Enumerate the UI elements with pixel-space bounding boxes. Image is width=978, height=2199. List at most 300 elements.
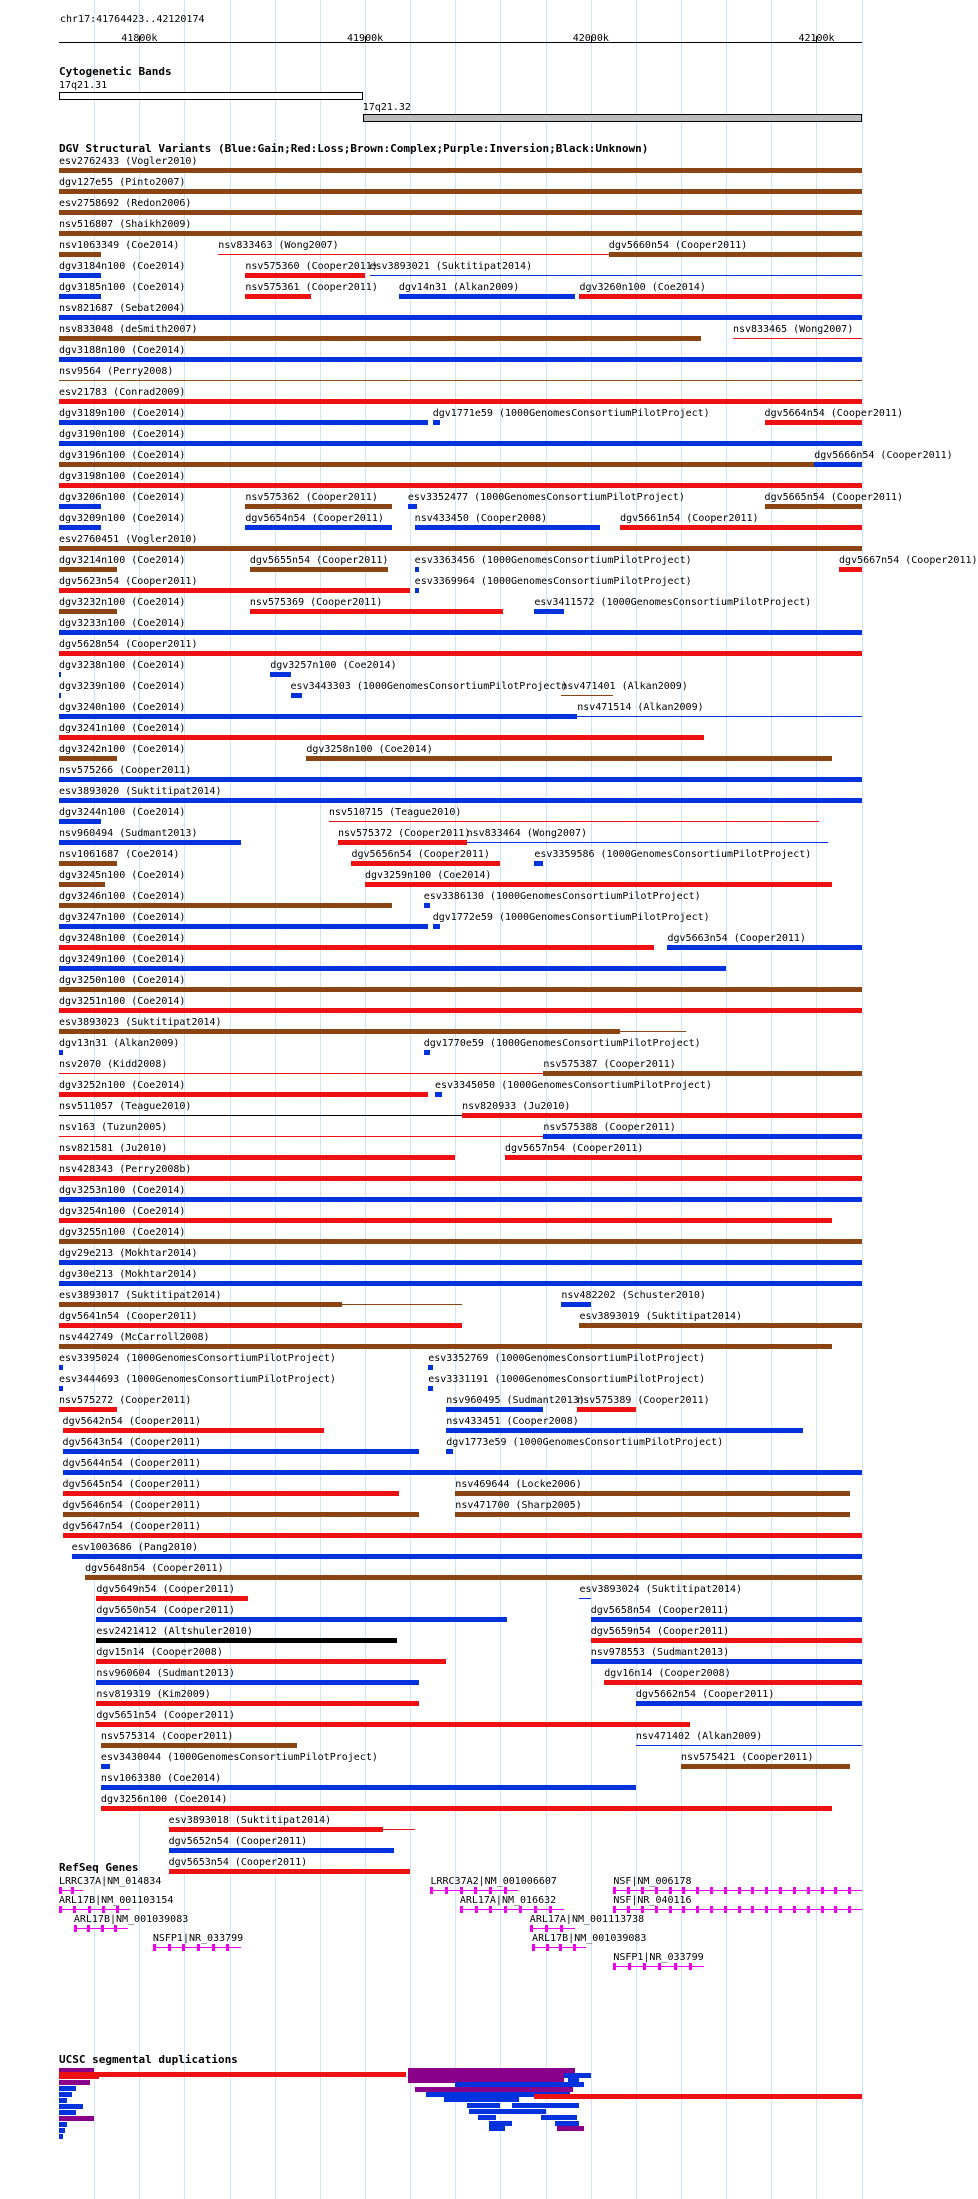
gene-exon (724, 1887, 727, 1894)
sv-feature[interactable] (59, 483, 862, 488)
sv-feature[interactable] (101, 1764, 110, 1769)
sv-label: dgv3238n100 (Coe2014) (59, 660, 186, 671)
sv-label: dgv3184n100 (Coe2014) (59, 261, 186, 272)
sv-feature[interactable] (636, 1745, 862, 1746)
sv-label: dgv3185n100 (Coe2014) (59, 282, 186, 293)
sv-feature[interactable] (446, 1407, 543, 1412)
sv-feature[interactable] (101, 1743, 297, 1748)
sv-label: nsv433450 (Cooper2008) (414, 513, 548, 524)
sv-feature[interactable] (101, 1806, 832, 1811)
sv-label: dgv3259n100 (Coe2014) (365, 870, 492, 881)
gene-label: NSF|NM_006178 (613, 1876, 692, 1887)
sv-label: nsv442749 (McCarroll2008) (59, 1332, 210, 1343)
sv-feature[interactable] (399, 294, 575, 299)
sv-feature[interactable] (636, 1701, 862, 1706)
gene-exon (779, 1906, 782, 1913)
gene-label: LRRC37A|NM_014834 (59, 1876, 162, 1887)
gene-exon (738, 1906, 741, 1913)
sv-feature[interactable] (446, 1428, 803, 1433)
sv-feature[interactable] (59, 672, 61, 677)
gene-exon (489, 1887, 492, 1894)
segdup-block[interactable] (59, 2110, 76, 2115)
segdup-block[interactable] (568, 2078, 579, 2083)
sv-label: dgv3249n100 (Coe2014) (59, 954, 186, 965)
sv-label: dgv3241n100 (Coe2014) (59, 723, 186, 734)
sv-feature[interactable] (467, 842, 828, 843)
cytoband-block[interactable] (363, 114, 862, 122)
sv-feature[interactable] (245, 525, 392, 530)
sv-feature[interactable] (383, 1829, 415, 1830)
gene-exon (669, 1906, 672, 1913)
sv-feature[interactable] (59, 567, 117, 572)
sv-feature[interactable] (543, 1071, 862, 1076)
gene-exon (226, 1944, 229, 1951)
gene-exon (87, 1925, 90, 1932)
sv-feature[interactable] (59, 504, 101, 509)
sv-feature[interactable] (63, 1512, 420, 1517)
sv-label: esv3893017 (Suktitipat2014) (59, 1290, 222, 1301)
sv-feature[interactable] (59, 1029, 620, 1034)
sv-label: nsv1063380 (Coe2014) (100, 1773, 222, 1784)
sv-feature[interactable] (59, 1386, 63, 1391)
sv-label: esv3443303 (1000GenomesConsortiumPilotProject) (290, 681, 568, 692)
sv-feature[interactable] (667, 945, 862, 950)
gene-exon (101, 1925, 104, 1932)
sv-feature[interactable] (59, 1239, 862, 1244)
sv-feature[interactable] (435, 1092, 442, 1097)
sv-feature[interactable] (59, 189, 862, 194)
segdup-block[interactable] (478, 2115, 496, 2120)
segdup-block[interactable] (444, 2097, 518, 2102)
sv-feature[interactable] (291, 693, 302, 698)
sv-label: nsv575266 (Cooper2011) (59, 765, 192, 776)
sv-feature[interactable] (59, 924, 428, 929)
segdup-block[interactable] (59, 2116, 94, 2121)
gene-label: ARL17B|NM_001039083 (73, 1914, 189, 1925)
sv-label: dgv3246n100 (Coe2014) (59, 891, 186, 902)
sv-label: nsv575360 (Cooper2011) (245, 261, 378, 272)
sv-feature[interactable] (250, 567, 388, 572)
sv-label: nsv511057 (Teague2010) (59, 1101, 192, 1112)
sv-feature[interactable] (561, 1302, 590, 1307)
sv-feature[interactable] (765, 504, 862, 509)
sv-feature[interactable] (59, 609, 117, 614)
sv-feature[interactable] (63, 1449, 420, 1454)
sv-label: dgv3260n100 (Coe2014) (579, 282, 706, 293)
sv-feature[interactable] (591, 1659, 862, 1664)
sv-label: dgv3209n100 (Coe2014) (59, 513, 186, 524)
sv-feature[interactable] (59, 1008, 862, 1013)
sv-label: dgv3190n100 (Coe2014) (59, 429, 186, 440)
sv-feature[interactable] (169, 1869, 411, 1874)
gene-exon (682, 1906, 685, 1913)
sv-feature[interactable] (59, 525, 101, 530)
sv-feature[interactable] (455, 1512, 850, 1517)
sv-label: nsv9564 (Perry2008) (59, 366, 174, 377)
gene-exon (545, 1925, 548, 1932)
sv-label: dgv3256n100 (Coe2014) (100, 1794, 228, 1805)
sv-feature[interactable] (408, 504, 417, 509)
sv-feature[interactable] (59, 630, 862, 635)
ruler-tick-label: 41800k (121, 33, 158, 44)
sv-feature[interactable] (59, 1281, 862, 1286)
sv-feature[interactable] (59, 231, 862, 236)
sv-feature[interactable] (839, 567, 862, 572)
sv-feature[interactable] (96, 1617, 507, 1622)
gene-exon (504, 1887, 507, 1894)
gene-exon (114, 1925, 117, 1932)
sv-label: nsv575372 (Cooper2011) (337, 828, 471, 839)
gene-exon (460, 1906, 463, 1913)
sv-feature[interactable] (620, 525, 862, 530)
sv-feature[interactable] (59, 987, 862, 992)
sv-label: dgv5646n54 (Cooper2011) (62, 1500, 202, 1511)
gene-exon (534, 1906, 537, 1913)
sv-label: nsv575421 (Cooper2011) (681, 1752, 814, 1763)
segdup-block[interactable] (59, 2072, 406, 2077)
sv-feature[interactable] (101, 1785, 636, 1790)
sv-feature[interactable] (338, 840, 467, 845)
sv-feature[interactable] (63, 1491, 399, 1496)
gene-exon (751, 1906, 754, 1913)
gene-exon (116, 1906, 119, 1913)
sv-feature[interactable] (59, 819, 101, 824)
sv-feature[interactable] (59, 798, 862, 803)
sv-label: dgv5643n54 (Cooper2011) (62, 1437, 202, 1448)
segdup-block[interactable] (557, 2126, 584, 2131)
sv-feature[interactable] (59, 294, 101, 299)
sv-label: dgv5647n54 (Cooper2011) (62, 1521, 202, 1532)
sv-label: dgv3188n100 (Coe2014) (59, 345, 186, 356)
gene-intron-line[interactable] (59, 1909, 130, 1910)
grid-line (410, 0, 411, 2199)
sv-feature[interactable] (59, 1260, 862, 1265)
sv-label: nsv433451 (Cooper2008) (446, 1416, 579, 1427)
gene-exon (669, 1887, 672, 1894)
sv-label: esv2760451 (Vogler2010) (59, 534, 198, 545)
gene-exon (168, 1944, 171, 1951)
sv-feature[interactable] (169, 1848, 395, 1853)
sv-feature[interactable] (424, 903, 431, 908)
sv-label: esv21783 (Conrad2009) (59, 387, 186, 398)
sv-feature[interactable] (59, 273, 101, 278)
sv-label: dgv3247n100 (Coe2014) (59, 912, 186, 923)
gene-exon (460, 1887, 463, 1894)
segdup-block[interactable] (59, 2122, 67, 2127)
gene-exon (573, 1944, 576, 1951)
sv-feature[interactable] (59, 252, 101, 257)
sv-feature[interactable] (59, 441, 862, 446)
sv-label: nsv575387 (Cooper2011) (543, 1059, 676, 1070)
grid-line (636, 0, 637, 2199)
sv-feature[interactable] (814, 462, 862, 467)
sv-feature[interactable] (59, 210, 862, 215)
sv-label: dgv3239n100 (Coe2014) (59, 681, 186, 692)
segdup-block[interactable] (59, 2098, 67, 2103)
segdup-block[interactable] (59, 2134, 63, 2139)
sv-feature[interactable] (415, 525, 600, 530)
sv-feature[interactable] (59, 1302, 342, 1307)
sv-feature[interactable] (63, 1533, 862, 1538)
sv-feature[interactable] (59, 1407, 117, 1412)
sv-label: dgv5650n54 (Cooper2011) (96, 1605, 235, 1616)
gene-exon (628, 1963, 631, 1970)
sv-feature[interactable] (424, 1050, 431, 1055)
sv-feature[interactable] (59, 882, 105, 887)
sv-feature[interactable] (59, 1155, 455, 1160)
sv-feature[interactable] (577, 716, 862, 717)
gene-exon (475, 1906, 478, 1913)
sv-label: dgv5667n54 (Cooper2011) (839, 555, 978, 566)
gene-exon (74, 1925, 77, 1932)
gene-label: LRRC37A2|NM_001006607 (430, 1876, 557, 1887)
sv-feature[interactable] (59, 315, 862, 320)
sv-feature[interactable] (59, 336, 701, 341)
gene-exon (559, 1944, 562, 1951)
gene-exon (73, 1906, 76, 1913)
sv-feature[interactable] (462, 1113, 862, 1118)
sv-label: dgv3252n100 (Coe2014) (59, 1080, 186, 1091)
gene-label: ARL17A|NM_001113738 (529, 1914, 645, 1925)
sv-label: nsv960604 (Sudmant2013) (96, 1668, 235, 1679)
sv-label: dgv5659n54 (Cooper2011) (590, 1626, 730, 1637)
gene-exon (724, 1906, 727, 1913)
sv-feature[interactable] (59, 756, 117, 761)
gene-exon (546, 1944, 549, 1951)
sv-feature[interactable] (59, 1115, 462, 1116)
gene-label: NSF|NR_040116 (613, 1895, 692, 1906)
sv-feature[interactable] (415, 588, 420, 593)
sv-label: dgv5657n54 (Cooper2011) (504, 1143, 644, 1154)
sv-label: dgv5641n54 (Cooper2011) (59, 1311, 198, 1322)
sv-feature[interactable] (59, 861, 117, 866)
gene-exon (658, 1963, 661, 1970)
sv-feature[interactable] (59, 380, 862, 381)
sv-label: nsv469644 (Locke2006) (455, 1479, 582, 1490)
sv-feature[interactable] (534, 609, 563, 614)
sv-feature[interactable] (591, 1617, 862, 1622)
sv-feature[interactable] (96, 1596, 247, 1601)
sv-feature[interactable] (351, 861, 500, 866)
gene-exon (613, 1906, 616, 1913)
segdup-block[interactable] (59, 2086, 76, 2091)
gene-exon (489, 1906, 492, 1913)
sv-feature[interactable] (591, 1638, 862, 1643)
sv-feature[interactable] (59, 693, 61, 698)
sv-label: esv3893021 (Suktitipat2014) (369, 261, 533, 272)
sv-feature[interactable] (59, 1344, 832, 1349)
sv-feature[interactable] (455, 1491, 850, 1496)
sv-feature[interactable] (329, 821, 819, 822)
sv-label: dgv5645n54 (Cooper2011) (62, 1479, 202, 1490)
sv-feature[interactable] (681, 1764, 850, 1769)
sv-label: esv3893020 (Suktitipat2014) (59, 786, 222, 797)
gene-exon (474, 1887, 477, 1894)
sv-feature[interactable] (59, 399, 862, 404)
gene-exon (102, 1906, 105, 1913)
sv-label: dgv5660n54 (Cooper2011) (608, 240, 748, 251)
sv-label: dgv5666n54 (Cooper2011) (814, 450, 953, 461)
gene-exon (88, 1906, 91, 1913)
sv-feature[interactable] (59, 945, 654, 950)
sv-feature[interactable] (59, 420, 428, 425)
gene-exon (710, 1906, 713, 1913)
sv-feature[interactable] (620, 1031, 685, 1032)
sv-label: esv3345050 (1000GenomesConsortiumPilotProject) (434, 1080, 712, 1091)
sv-label: dgv14n31 (Alkan2009) (398, 282, 520, 293)
gene-exon (445, 1887, 448, 1894)
sv-feature[interactable] (59, 1197, 862, 1202)
gene-label: NSFP1|NR_033799 (152, 1933, 244, 1944)
sv-feature[interactable] (96, 1638, 396, 1643)
sv-feature[interactable] (59, 777, 862, 782)
sv-label: nsv428343 (Perry2008b) (59, 1164, 192, 1175)
cytoband-block[interactable] (59, 92, 363, 100)
gene-intron-line[interactable] (530, 1928, 575, 1929)
sv-feature[interactable] (59, 1176, 862, 1181)
segdup-block[interactable] (489, 2126, 505, 2131)
segdup-block[interactable] (541, 2115, 577, 2120)
sv-label: dgv3189n100 (Coe2014) (59, 408, 186, 419)
sv-feature[interactable] (59, 1073, 543, 1074)
sv-feature[interactable] (96, 1680, 419, 1685)
gene-exon (793, 1906, 796, 1913)
sv-feature[interactable] (169, 1827, 383, 1832)
sv-feature[interactable] (245, 273, 365, 278)
sv-feature[interactable] (59, 1323, 462, 1328)
sv-feature[interactable] (577, 1407, 636, 1412)
gene-exon (738, 1887, 741, 1894)
sv-feature[interactable] (59, 1050, 63, 1055)
sv-feature[interactable] (59, 1365, 63, 1370)
sv-feature[interactable] (85, 1575, 862, 1580)
sv-feature[interactable] (505, 1155, 862, 1160)
sv-label: nsv821581 (Ju2010) (59, 1143, 168, 1154)
sv-feature[interactable] (733, 338, 862, 339)
sv-label: nsv471700 (Sharp2005) (455, 1500, 582, 1511)
sv-feature[interactable] (433, 924, 440, 929)
sv-feature[interactable] (609, 252, 862, 257)
sv-feature[interactable] (245, 294, 310, 299)
segdup-track-title: UCSC segmental duplications (59, 2053, 238, 2066)
sv-feature[interactable] (59, 903, 392, 908)
segdup-block[interactable] (59, 2104, 83, 2109)
gene-exon (197, 1944, 200, 1951)
segdup-block[interactable] (469, 2109, 546, 2114)
gene-label: ARL17B|NM_001039083 (532, 1933, 647, 1944)
sv-feature[interactable] (270, 672, 290, 677)
sv-feature[interactable] (59, 1136, 543, 1137)
sv-label: nsv471401 (Alkan2009) (561, 681, 688, 692)
sv-feature[interactable] (433, 420, 440, 425)
sv-feature[interactable] (63, 1428, 325, 1433)
sv-label: esv3386130 (1000GenomesConsortiumPilotProject) (423, 891, 701, 902)
sv-label: nsv833048 (deSmith2007) (59, 324, 198, 335)
sv-feature[interactable] (245, 504, 392, 509)
sv-feature[interactable] (342, 1304, 462, 1305)
sv-feature[interactable] (59, 357, 862, 362)
sv-feature[interactable] (365, 882, 832, 887)
sv-label: dgv5648n54 (Cooper2011) (85, 1563, 224, 1574)
segdup-block[interactable] (59, 2080, 90, 2085)
sv-feature[interactable] (765, 420, 862, 425)
sv-label: dgv3251n100 (Coe2014) (59, 996, 186, 1007)
gene-exon (751, 1887, 754, 1894)
sv-feature[interactable] (63, 1470, 862, 1475)
sv-feature[interactable] (218, 254, 608, 255)
sv-feature[interactable] (428, 1386, 433, 1391)
sv-feature[interactable] (59, 546, 862, 551)
sv-label: dgv13n31 (Alkan2009) (59, 1038, 180, 1049)
gene-exon (807, 1887, 810, 1894)
sv-feature[interactable] (415, 567, 420, 572)
sv-feature[interactable] (250, 609, 503, 614)
sv-label: esv2758692 (Redon2006) (59, 198, 192, 209)
segdup-block[interactable] (512, 2103, 580, 2108)
sv-feature[interactable] (96, 1701, 419, 1706)
grid-line (500, 0, 501, 2199)
sv-label: esv3893018 (Suktitipat2014) (168, 1815, 332, 1826)
sv-feature[interactable] (59, 735, 704, 740)
sv-label: nsv575272 (Cooper2011) (59, 1395, 192, 1406)
gene-exon (532, 1944, 535, 1951)
sv-feature[interactable] (604, 1680, 862, 1685)
sv-label: nsv821687 (Sebat2004) (59, 303, 186, 314)
segdup-block[interactable] (59, 2128, 65, 2133)
sv-feature[interactable] (59, 462, 862, 467)
sv-feature[interactable] (370, 275, 862, 276)
sv-feature[interactable] (59, 840, 241, 845)
sv-feature[interactable] (543, 1134, 862, 1139)
gene-exon (153, 1944, 156, 1951)
sv-feature[interactable] (579, 294, 862, 299)
gene-label: ARL17B|NM_001103154 (59, 1895, 174, 1906)
gene-exon (682, 1887, 685, 1894)
grid-line (546, 0, 547, 2199)
sv-feature[interactable] (72, 1554, 862, 1559)
refseq-track-title: RefSeq Genes (59, 1861, 139, 1874)
sv-feature[interactable] (534, 861, 543, 866)
sv-feature[interactable] (96, 1659, 446, 1664)
sv-feature[interactable] (59, 168, 862, 173)
cytoband-track-title: Cytogenetic Bands (59, 65, 172, 78)
segdup-block[interactable] (467, 2103, 501, 2108)
gene-exon (696, 1887, 699, 1894)
sv-feature[interactable] (59, 966, 726, 971)
gene-exon (710, 1887, 713, 1894)
sv-label: dgv5655n54 (Cooper2011) (249, 555, 389, 566)
sv-feature[interactable] (561, 695, 613, 696)
sv-label: dgv5649n54 (Cooper2011) (96, 1584, 235, 1595)
sv-feature[interactable] (306, 756, 832, 761)
sv-feature[interactable] (59, 1092, 428, 1097)
sv-feature[interactable] (428, 1365, 433, 1370)
segdup-block[interactable] (534, 2094, 862, 2099)
sv-feature[interactable] (59, 588, 410, 593)
sv-feature[interactable] (579, 1598, 590, 1599)
sv-feature[interactable] (579, 1323, 862, 1328)
sv-feature[interactable] (446, 1449, 453, 1454)
sv-feature[interactable] (59, 1218, 832, 1223)
gene-exon (504, 1906, 507, 1913)
sv-feature[interactable] (96, 1722, 690, 1727)
segdup-block[interactable] (59, 2092, 72, 2097)
sv-feature[interactable] (59, 651, 862, 656)
sv-feature[interactable] (59, 714, 577, 719)
dgv-track-title: DGV Structural Variants (Blue:Gain;Red:Loss;Brown:Complex;Purple:Inversion;Black:Unknown) (59, 142, 649, 155)
gene-exon (549, 1906, 552, 1913)
ruler-axis (59, 42, 862, 43)
